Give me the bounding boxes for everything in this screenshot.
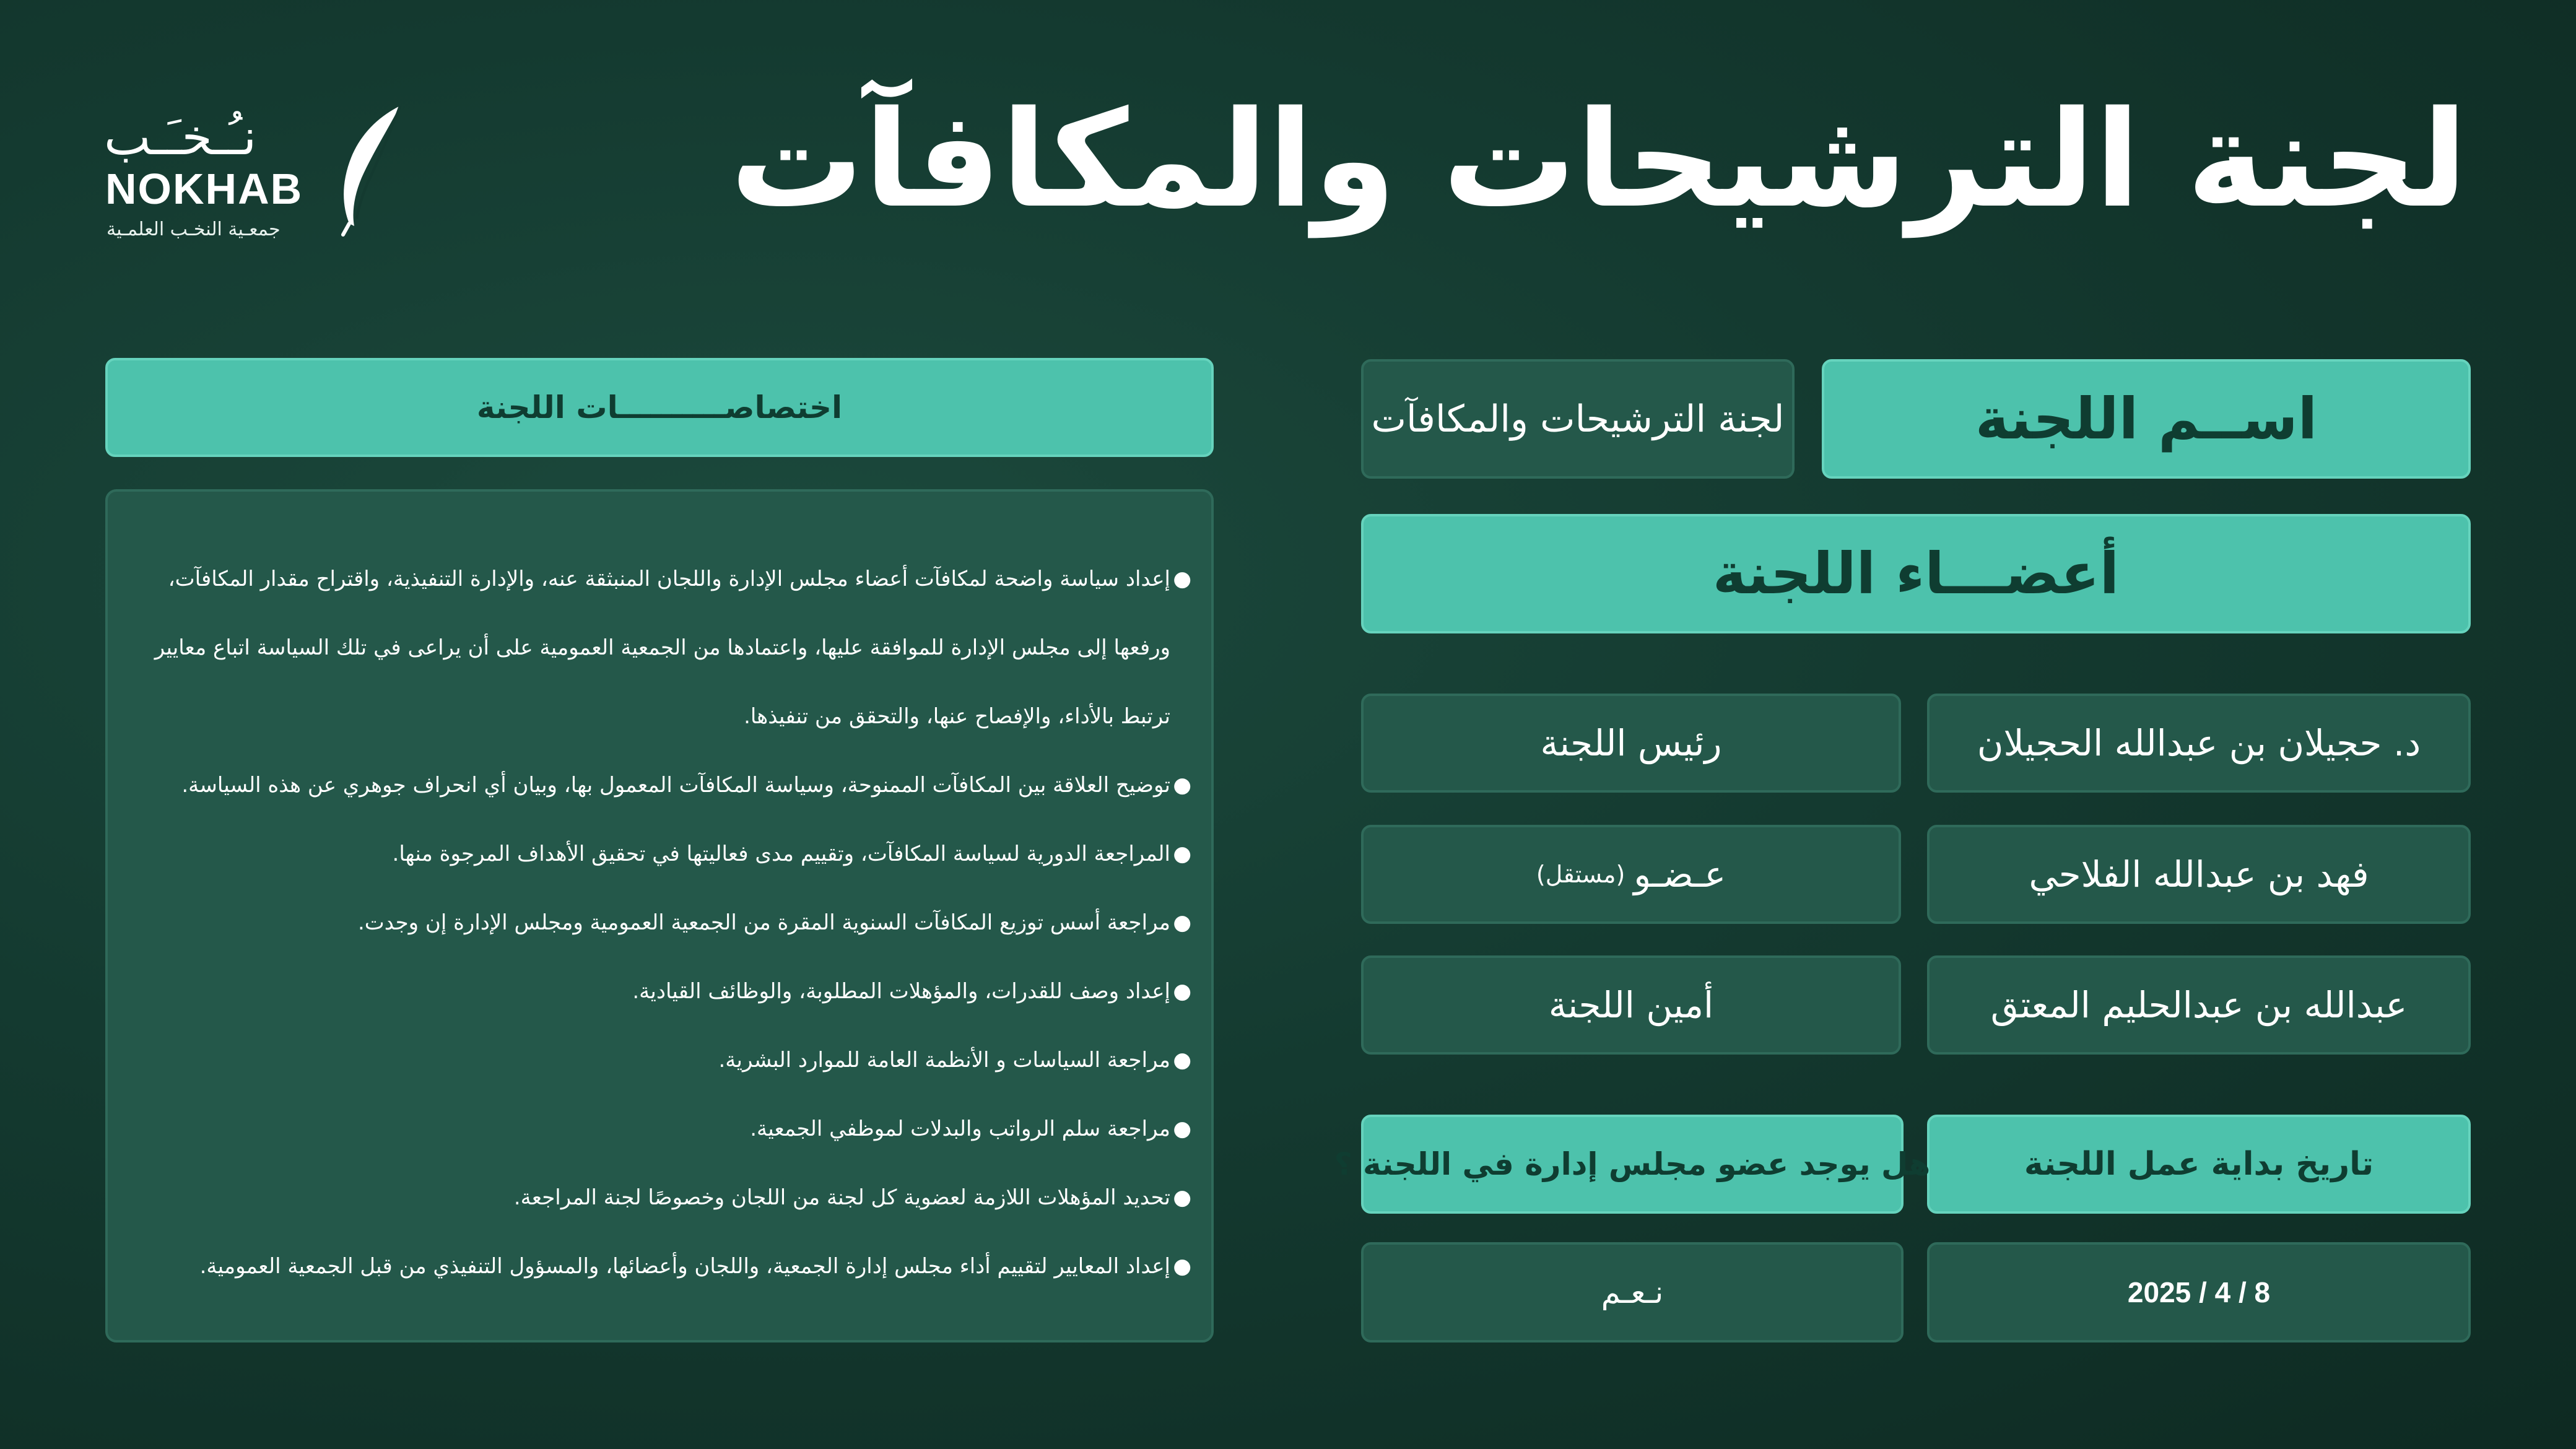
bullet-icon: ● bbox=[1173, 1254, 1191, 1279]
specialties-panel bbox=[105, 489, 1214, 1342]
start-date-label bbox=[1927, 1115, 2471, 1214]
member-role-text: رئيس اللجنة bbox=[1540, 722, 1722, 764]
list-item bbox=[126, 1026, 1193, 1095]
list-item-line: إعداد المعايير لتقييم أداء مجلس إدارة الجمعية، واللجان وأعضائها، والمسؤول التنفيذي من قبل الجمعية العمومية. bbox=[199, 1254, 1170, 1279]
list-item-line: إعداد سياسة واضحة لمكافآت أعضاء مجلس الإدارة واللجان المنبثقة عنه، والإدارة التنفيذية، واقتراح مقدار المكافآت، bbox=[168, 567, 1170, 591]
board-member-question-text: هل يوجد عضو مجلس إدارة في اللجنة ؟ bbox=[1334, 1146, 1931, 1182]
bullet-icon: ● bbox=[1173, 1048, 1191, 1073]
specialties-heading-text: اختصاصــــــــــات اللجنة bbox=[476, 389, 843, 425]
member-role-text: أمين اللجنة bbox=[1548, 984, 1714, 1026]
bullet-icon: ● bbox=[1173, 979, 1191, 1004]
start-date-value bbox=[1927, 1242, 2471, 1342]
list-item bbox=[126, 1095, 1193, 1164]
member-name-text: عبدالله بن عبدالحليم المعتق bbox=[1990, 984, 2408, 1026]
list-item-line: المراجعة الدورية لسياسة المكافآت، وتقييم مدى فعاليتها في تحقيق الأهداف المرجوة منها. bbox=[392, 842, 1170, 866]
list-item bbox=[126, 545, 1193, 751]
members-label-text: أعضـــاء اللجنة bbox=[1712, 541, 2120, 607]
specialties-heading bbox=[105, 358, 1214, 457]
board-member-answer-text: نـعـم bbox=[1601, 1274, 1664, 1310]
specialties-list bbox=[126, 545, 1193, 1301]
logo-arabic-text: نـُـخـَـب bbox=[104, 108, 257, 166]
start-date-label-text: تاريخ بداية عمل اللجنة bbox=[2024, 1146, 2374, 1183]
feather-icon bbox=[327, 102, 407, 238]
bullet-icon: ● bbox=[1173, 842, 1191, 866]
committee-name-value-text: لجنة الترشيحات والمكافآت bbox=[1371, 397, 1785, 441]
list-item bbox=[126, 751, 1193, 820]
member-role bbox=[1361, 694, 1901, 793]
member-name-text: فهد بن عبدالله الفلاحي bbox=[2029, 853, 2369, 895]
list-item-line: ورفعها إلى مجلس الإدارة للموافقة عليها، واعتمادها من الجمعية العمومية على أن يراعى في تلك السياسة اتباع معايير bbox=[154, 635, 1170, 660]
list-item bbox=[126, 889, 1193, 957]
members-label bbox=[1361, 514, 2471, 633]
board-member-answer bbox=[1361, 1242, 1904, 1342]
member-name-text: د. حجيلان بن عبدالله الحجيلان bbox=[1977, 722, 2421, 764]
member-name bbox=[1927, 955, 2471, 1055]
member-role-text: عـضـو bbox=[1634, 853, 1726, 895]
committee-name-label-text: اســم اللجنة bbox=[1975, 386, 2318, 452]
bullet-icon: ● bbox=[1173, 773, 1191, 798]
list-item-line: تحديد المؤهلات اللازمة لعضوية كل لجنة من اللجان وخصوصًا لجنة المراجعة. bbox=[513, 1185, 1170, 1210]
member-name bbox=[1927, 825, 2471, 924]
member-role bbox=[1361, 955, 1901, 1055]
logo-latin-text: NOKHAB bbox=[105, 165, 303, 213]
start-date-value-text: 2025 / 4 / 8 bbox=[2127, 1276, 2271, 1308]
list-item-line: إعداد وصف للقدرات، والمؤهلات المطلوبة، والوظائف القيادية. bbox=[632, 979, 1170, 1004]
committee-name-value bbox=[1361, 359, 1795, 479]
committee-name-label bbox=[1822, 359, 2471, 479]
bullet-icon: ● bbox=[1173, 567, 1191, 591]
bullet-icon: ● bbox=[1173, 1116, 1191, 1141]
list-item-line: توضيح العلاقة بين المكافآت الممنوحة، وسياسة المكافآت المعمول بها، وبيان أي انحراف جوهري عن هذه السياسة. bbox=[181, 773, 1170, 798]
logo-subtitle: جمعـية النخـب العلمـية bbox=[107, 219, 281, 240]
page-title: لجنة الترشيحات والمكافآت bbox=[730, 82, 2468, 237]
list-item-line: مراجعة السياسات و الأنظمة العامة للموارد البشرية. bbox=[718, 1048, 1170, 1073]
list-item-line: مراجعة أسس توزيع المكافآت السنوية المقرة من الجمعية العمومية ومجلس الإدارة إن وجدت. bbox=[357, 910, 1170, 935]
list-item-line: مراجعة سلم الرواتب والبدلات لموظفي الجمعية. bbox=[750, 1116, 1170, 1141]
member-role bbox=[1361, 825, 1901, 924]
list-item bbox=[126, 1232, 1193, 1301]
member-role-note: (مستقل) bbox=[1536, 861, 1625, 888]
bullet-icon: ● bbox=[1173, 910, 1191, 935]
list-item bbox=[126, 820, 1193, 889]
list-item bbox=[126, 1164, 1193, 1232]
list-item-line: ترتبط بالأداء، والإفصاح عنها، والتحقق من تنفيذها. bbox=[744, 704, 1170, 729]
board-member-question bbox=[1334, 1115, 1931, 1214]
member-name bbox=[1927, 694, 2471, 793]
bullet-icon: ● bbox=[1173, 1185, 1191, 1210]
nokhab-logo bbox=[104, 102, 407, 251]
list-item bbox=[126, 957, 1193, 1026]
